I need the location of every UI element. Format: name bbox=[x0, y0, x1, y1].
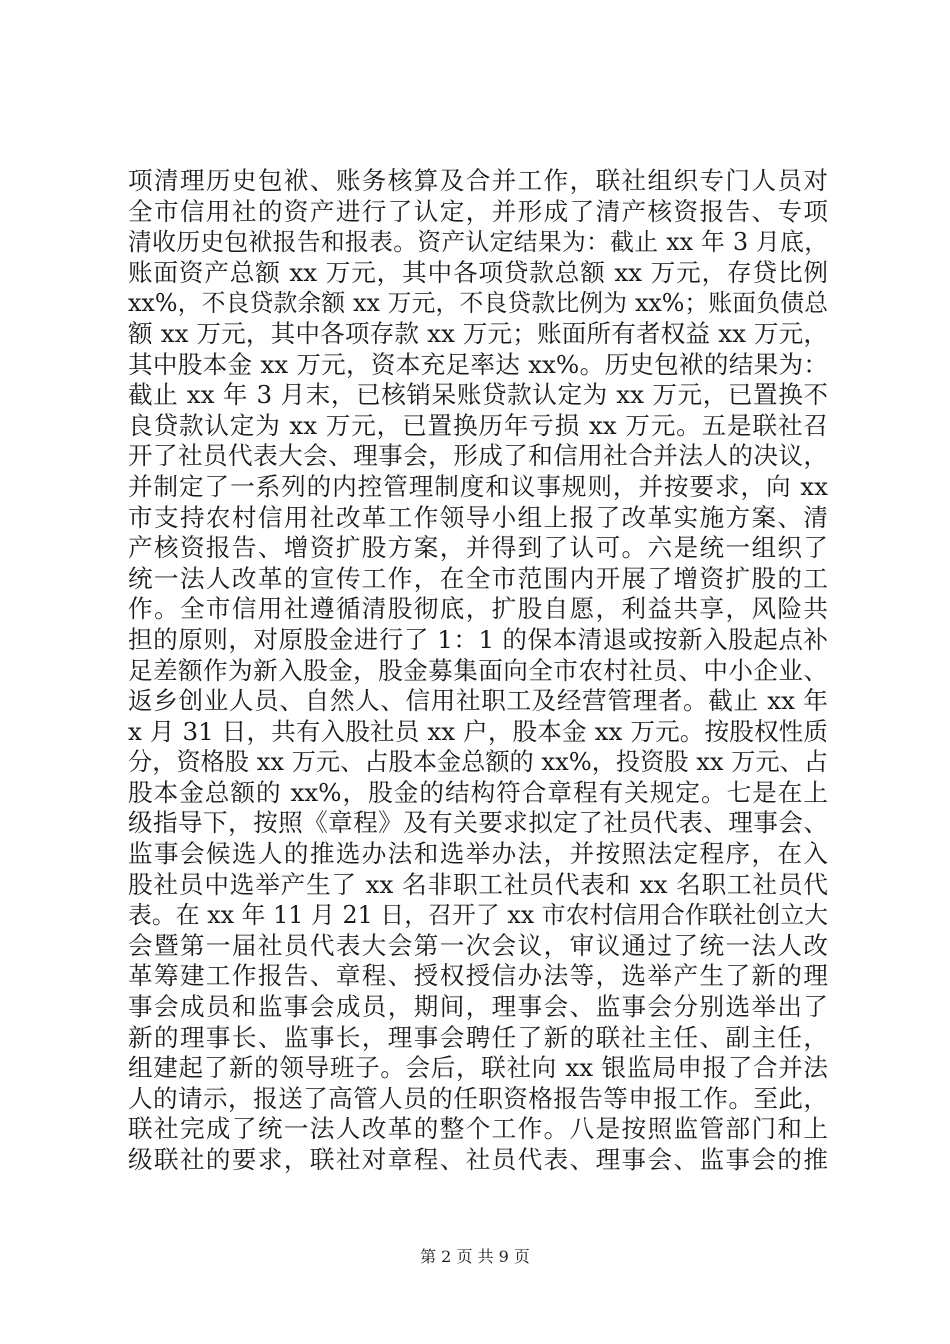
body-line: 监事会候选人的推选办法和选举办法，并按照法定程序，在入 bbox=[128, 839, 828, 869]
body-line: 新的理事长、监事长，理事会聘任了新的联社主任、副主任， bbox=[128, 1022, 828, 1052]
body-line: 分，资格股 xx 万元、占股本金总额的 xx%，投资股 xx 万元、占 bbox=[128, 748, 828, 777]
body-line: 项清理历史包袱、账务核算及合并工作，联社组织专门人员对 bbox=[128, 166, 828, 195]
body-line: 担的原则，对原股金进行了 1：1 的保本清退或按新入股起点补 bbox=[128, 624, 828, 654]
body-line: 额 xx 万元，其中各项存款 xx 万元；账面所有者权益 xx 万元， bbox=[128, 318, 828, 348]
document-body bbox=[128, 166, 828, 1176]
body-line: 开了社员代表大会、理事会，形成了和信用社合并法人的决议， bbox=[128, 441, 828, 471]
body-line: 革筹建工作报告、章程、授权授信办法等，选举产生了新的理 bbox=[128, 961, 828, 991]
body-line: 良贷款认定为 xx 万元，已置换历年亏损 xx 万元。五是联社召 bbox=[128, 410, 828, 440]
body-line: 联社完成了统一法人改革的整个工作。八是按照监管部门和上 bbox=[128, 1114, 828, 1144]
body-line: 并制定了一系列的内控管理制度和议事规则，并按要求，向 xx bbox=[128, 471, 828, 501]
body-line: 作。全市信用社遵循清股彻底，扩股自愿，利益共享，风险共 bbox=[128, 594, 828, 624]
body-line: 股社员中选举产生了 xx 名非职工社员代表和 xx 名职工社员代 bbox=[128, 869, 828, 899]
body-line: 账面资产总额 xx 万元，其中各项贷款总额 xx 万元，存贷比例 bbox=[128, 257, 828, 287]
body-line: 其中股本金 xx 万元，资本充足率达 xx%。历史包袱的结果为： bbox=[128, 349, 828, 379]
body-line: 足差额作为新入股金，股金募集面向全市农村社员、中小企业、 bbox=[128, 655, 828, 685]
body-line: 清收历史包袱报告和报表。资产认定结果为：截止 xx 年 3 月底， bbox=[128, 228, 828, 257]
body-line: 市支持农村信用社改革工作领导小组上报了改革实施方案、清 bbox=[128, 502, 828, 532]
body-line: 统一法人改革的宣传工作，在全市范围内开展了增资扩股的工 bbox=[128, 563, 828, 593]
page-footer: 第 2 页 共 9 页 bbox=[420, 1247, 530, 1266]
body-line: 组建起了新的领导班子。会后，联社向 xx 银监局申报了合并法 bbox=[128, 1053, 828, 1083]
body-line: 事会成员和监事会成员，期间，理事会、监事会分别选举出了 bbox=[128, 992, 828, 1022]
body-line: 级指导下，按照《章程》及有关要求拟定了社员代表、理事会、 bbox=[128, 808, 828, 838]
body-line: 全市信用社的资产进行了认定，并形成了清产核资报告、专项 bbox=[128, 196, 828, 226]
body-line: 返乡创业人员、自然人、信用社职工及经营管理者。截止 xx 年 bbox=[128, 686, 828, 716]
body-line: 级联社的要求，联社对章程、社员代表、理事会、监事会的推 bbox=[128, 1145, 828, 1174]
body-line: 产核资报告、增资扩股方案，并得到了认可。六是统一组织了 bbox=[128, 533, 828, 563]
body-line: xx%，不良贷款余额 xx 万元，不良贷款比例为 xx%；账面负债总 bbox=[128, 289, 828, 318]
body-line: 表。在 xx 年 11 月 21 日，召开了 xx 市农村信用合作联社创立大 bbox=[128, 901, 828, 930]
body-line: 人的请示，报送了高管人员的任职资格报告等申报工作。至此， bbox=[128, 1083, 828, 1113]
body-line: 截止 xx 年 3 月末，已核销呆账贷款认定为 xx 万元，已置换不 bbox=[128, 380, 828, 410]
body-line: x 月 31 日，共有入股社员 xx 户，股本金 xx 万元。按股权性质 bbox=[128, 716, 828, 746]
body-line: 会暨第一届社员代表大会第一次会议，审议通过了统一法人改 bbox=[128, 930, 828, 960]
body-line: 股本金总额的 xx%，股金的结构符合章程有关规定。七是在上 bbox=[128, 777, 828, 807]
